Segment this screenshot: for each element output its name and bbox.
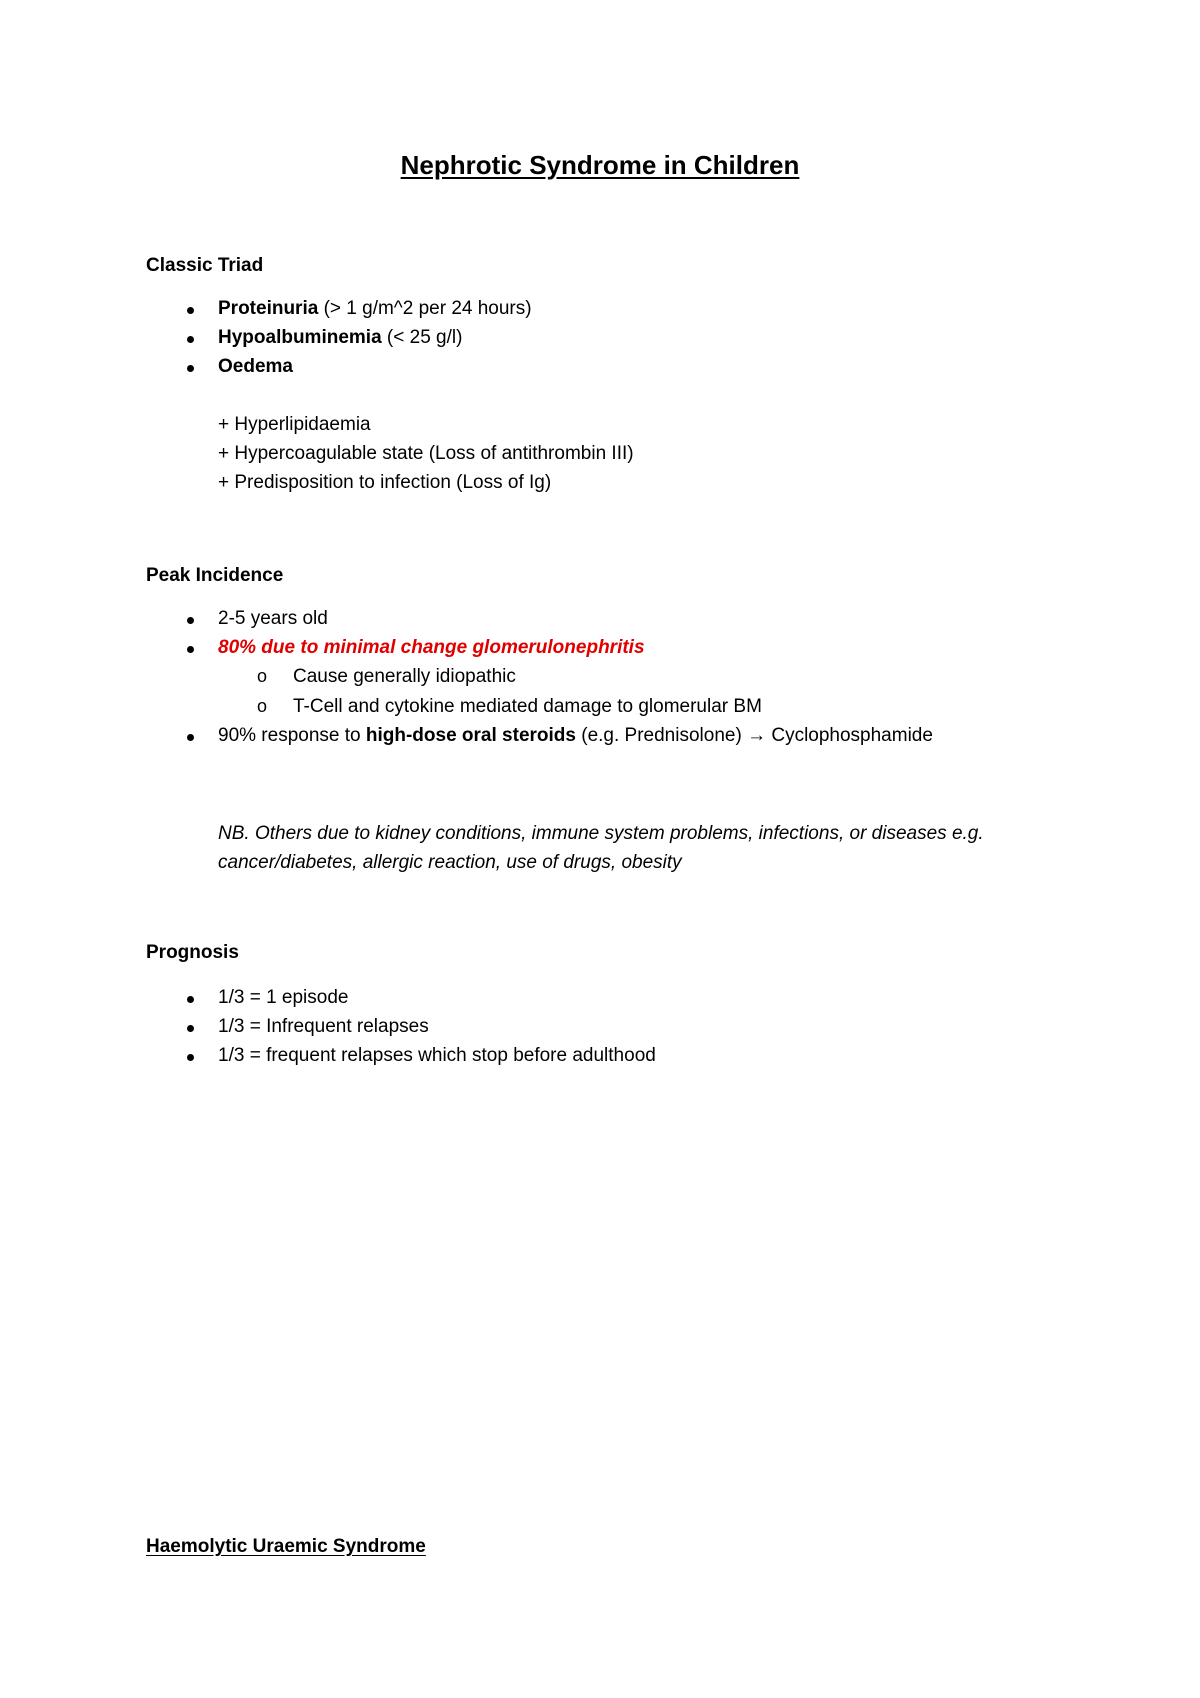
section-heading-peak-incidence: Peak Incidence xyxy=(146,565,284,586)
item-text: 90% response to xyxy=(218,725,366,746)
list-item: 1/3 = Infrequent relapses xyxy=(218,1016,429,1037)
bullet-icon xyxy=(187,365,194,372)
highlight-item: 80% due to minimal change glomerulonephritis xyxy=(218,637,645,658)
bullet-icon xyxy=(187,617,194,624)
list-item: 2-5 years old xyxy=(218,608,328,629)
additional-feature: + Hypercoagulable state (Loss of antithrombin III) xyxy=(218,443,634,464)
term-label: Proteinuria xyxy=(218,298,319,319)
section-heading-prognosis: Prognosis xyxy=(146,942,239,963)
item-text: Cyclophosphamide xyxy=(766,725,933,746)
bullet-icon xyxy=(187,307,194,314)
sub-list-item: Cause generally idiopathic xyxy=(293,666,516,687)
list-item xyxy=(218,327,462,349)
list-item xyxy=(218,725,933,747)
additional-feature: + Hyperlipidaemia xyxy=(218,414,371,435)
additional-feature: + Predisposition to infection (Loss of Ig) xyxy=(218,472,552,493)
item-bold-text: high-dose oral steroids xyxy=(365,725,576,746)
list-item: 1/3 = 1 episode xyxy=(218,987,349,1008)
note-text: NB. Others due to kidney conditions, immune system problems, infections, or diseases e.g. xyxy=(218,823,984,844)
bullet-icon xyxy=(187,734,194,741)
term-detail: (< 25 g/l) xyxy=(381,327,463,348)
right-arrow-icon: → xyxy=(747,725,767,746)
bullet-icon xyxy=(187,646,194,653)
term-label: Hypoalbuminemia xyxy=(218,327,382,348)
bullet-icon xyxy=(187,1025,194,1032)
document-title: Nephrotic Syndrome in Children xyxy=(400,150,800,180)
bullet-icon xyxy=(187,336,194,343)
section-heading-haemolytic-uraemic-syndrome: Haemolytic Uraemic Syndrome xyxy=(146,1536,426,1557)
bullet-icon xyxy=(187,996,194,1003)
list-item xyxy=(218,298,532,320)
sub-bullet-icon: o xyxy=(257,666,268,686)
section-heading-classic-triad: Classic Triad xyxy=(146,255,264,276)
bullet-icon xyxy=(187,1054,194,1061)
sub-bullet-icon: o xyxy=(257,696,268,716)
list-item: 1/3 = frequent relapses which stop before adulthood xyxy=(218,1045,656,1066)
note-text: cancer/diabetes, allergic reaction, use of drugs, obesity xyxy=(218,852,682,873)
item-text: (e.g. Prednisolone) xyxy=(575,725,748,746)
sub-list-item: T-Cell and cytokine mediated damage to glomerular BM xyxy=(293,696,762,717)
list-item xyxy=(218,356,293,378)
term-label: Oedema xyxy=(218,356,293,377)
term-detail: (> 1 g/m^2 per 24 hours) xyxy=(318,298,532,319)
